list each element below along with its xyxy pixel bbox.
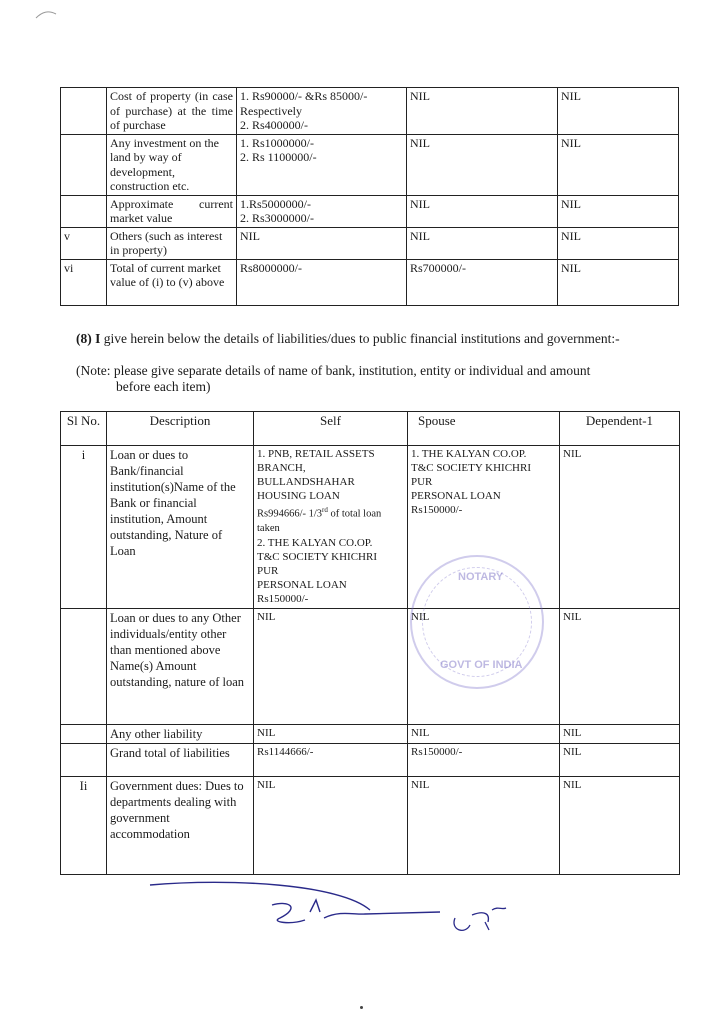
self-cell (254, 446, 408, 609)
header-spouse: Spouse (408, 412, 560, 446)
self-cell: Rs1144666/- (254, 744, 408, 777)
self-line: taken (257, 522, 280, 534)
spouse-cell: NIL (407, 88, 558, 135)
dependent-cell: NIL (560, 609, 680, 725)
description-cell: Loan or dues to any Other individuals/entity other than mentioned above Name(s) Amount outstanding, nature of loan (107, 609, 254, 725)
description-cell: Any other liability (107, 725, 254, 744)
self-cell (237, 134, 407, 195)
page-dot (360, 1006, 363, 1009)
dependent-cell: NIL (560, 446, 680, 609)
sl-cell: Ii (61, 777, 107, 875)
header-row (61, 412, 680, 446)
self-cell: NIL (254, 725, 408, 744)
section-number: (8) I (76, 331, 101, 346)
sl-cell (61, 195, 107, 227)
sl-cell: i (61, 446, 107, 609)
spouse-line: PUR (411, 476, 433, 488)
stamp-bottom-text: GOVT OF INDIA (440, 659, 523, 671)
self-line: Rs150000/- (257, 592, 309, 605)
spouse-cell: Rs150000/- (408, 744, 560, 777)
sl-cell (61, 609, 107, 725)
self-line: PUR (257, 564, 279, 577)
spouse-line: Rs150000/- (411, 504, 463, 516)
signature (140, 870, 520, 950)
sl-cell (61, 134, 107, 195)
spouse-cell: NIL (408, 609, 560, 725)
spouse-cell: NIL (407, 195, 558, 227)
sl-cell: v (61, 227, 107, 259)
description-cell: Approximate current market value (107, 195, 237, 227)
dependent-cell: NIL (560, 744, 680, 777)
self-amount: Rs994666/- 1/3 (257, 508, 323, 520)
dependent-cell: NIL (560, 725, 680, 744)
stamp-top-text: NOTARY (458, 571, 504, 583)
description-cell: Total of current market value of (i) to (v) above (107, 259, 237, 305)
self-line: 1.Rs5000000/- (240, 196, 312, 211)
spouse-cell: NIL (407, 227, 558, 259)
section-heading-text: give herein below the details of liabilities/dues to public financial institutions and government:- (100, 331, 620, 346)
description-cell: Loan or dues to Bank/financial institution(s)Name of the Bank or financial institution, Amount outstanding, Nature of Loan (107, 446, 254, 609)
header-self: Self (254, 412, 408, 446)
spouse-line: T&C SOCIETY KHICHRI (411, 462, 531, 474)
note-line: (Note: please give separate details of name of bank, institution, entity or individual and amount (76, 363, 591, 378)
self-amount-line (257, 503, 404, 522)
self-line: 1. Rs90000/- &Rs 85000/- (240, 89, 368, 103)
section-heading (76, 331, 686, 347)
description-cell: Any investment on the land by way of development, construction etc. (107, 134, 237, 195)
sl-cell (61, 744, 107, 777)
property-table (60, 87, 679, 306)
table-row (61, 259, 679, 305)
table-row (61, 446, 680, 609)
spouse-cell: NIL (408, 725, 560, 744)
self-line: NIL (240, 228, 260, 243)
self-line: BRANCH, (257, 462, 306, 474)
sl-cell (61, 88, 107, 135)
notary-stamp (410, 555, 544, 689)
self-line: BULLANDSHAHAR (257, 476, 355, 488)
self-cell: NIL (254, 777, 408, 875)
spouse-cell: NIL (408, 777, 560, 875)
liabilities-table (60, 411, 680, 875)
table-row (61, 744, 680, 777)
table-row (61, 134, 679, 195)
self-line: Rs8000000/- (240, 260, 303, 275)
dependent-cell: NIL (558, 227, 679, 259)
self-line: 2. Rs3000000/- (240, 211, 315, 225)
self-line: PERSONAL LOAN (257, 578, 347, 591)
self-cell (237, 195, 407, 227)
spouse-line: PERSONAL LOAN (411, 490, 501, 502)
dependent-cell: NIL (558, 259, 679, 305)
header-description: Description (107, 412, 254, 446)
description-cell: Others (such as interest in property) (107, 227, 237, 259)
header-sl: Sl No. (61, 412, 107, 446)
dependent-cell: NIL (558, 195, 679, 227)
table-row (61, 195, 679, 227)
dependent-cell: NIL (560, 777, 680, 875)
table-row (61, 777, 680, 875)
table-row (61, 88, 679, 135)
sl-cell: vi (61, 259, 107, 305)
table-row (61, 725, 680, 744)
self-line: Respectively (240, 103, 302, 118)
spouse-cell: NIL (407, 134, 558, 195)
self-line: 1. Rs1000000/- (240, 135, 315, 150)
table-row (61, 227, 679, 259)
dependent-cell: NIL (558, 88, 679, 135)
self-line: 2. Rs 1100000/- (240, 150, 317, 164)
self-cell: NIL (254, 609, 408, 725)
dependent-cell: NIL (558, 134, 679, 195)
self-line: T&C SOCIETY KHICHRI (257, 550, 377, 563)
description-cell: Grand total of liabilities (107, 744, 254, 777)
spouse-line: 1. THE KALYAN CO.OP. (411, 448, 527, 460)
spouse-cell: Rs700000/- (407, 259, 558, 305)
table-row (61, 609, 680, 725)
self-line: 2. THE KALYAN CO.OP. (257, 536, 373, 549)
self-line: 2. Rs400000/- (240, 118, 309, 132)
scan-mark (34, 8, 64, 22)
sl-cell (61, 725, 107, 744)
self-cell (237, 88, 407, 135)
description-cell: Government dues: Dues to departments dealing with government accommodation (107, 777, 254, 875)
self-line: HOUSING LOAN (257, 490, 340, 502)
note-line: before each item) (116, 379, 211, 394)
self-cell (237, 227, 407, 259)
self-cell (237, 259, 407, 305)
header-dependent: Dependent-1 (560, 412, 680, 446)
self-superscript: rd (322, 506, 328, 514)
self-line: 1. PNB, RETAIL ASSETS (257, 448, 375, 460)
description-cell: Cost of property (in case of purchase) at the time of purchase (107, 88, 237, 135)
self-amount-tail: of total loan (327, 508, 382, 520)
